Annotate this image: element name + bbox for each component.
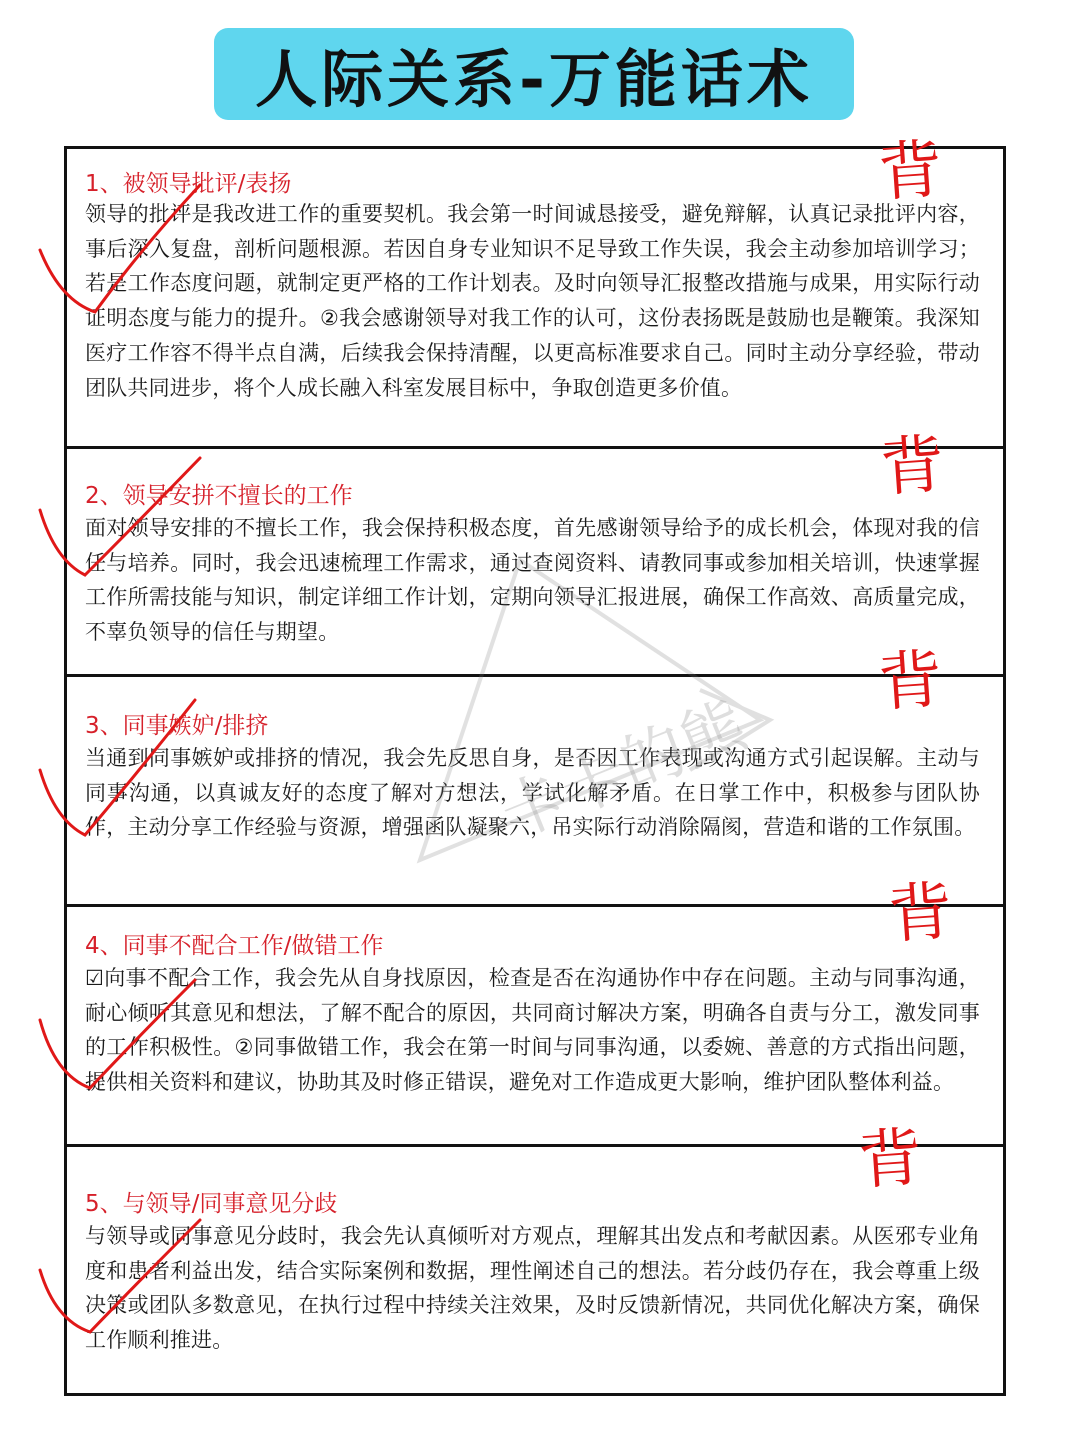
section-body: 领导的批评是我改进工作的重要契机。我会第一时间诚恳接受，避免辩解，认真记录批评内容，事后深入复盘，剖析问题根源。若因自身专业知识不足导致工作失误，我会主动参加培训学习；若是工作态度问题，就制定更严格的工作计划表。及时向领导汇报整改措施与成果，用实际行动证明态度与能力的提升。②我会感谢领导对我工作的认可，这份表扬既是鼓励也是鞭策。我深知医疗工作容不得半点自满，后续我会保持清醒，以更高标准要求自己。同时主动分享经验，带动团队共同进步，将个人成长融入科室发展目标中，争取创造更多价值。	[85, 202, 980, 400]
handwritten-mark: 背	[855, 1120, 925, 1200]
content-panel	[64, 146, 1006, 1396]
section-2	[67, 449, 1003, 677]
section-3	[67, 677, 1003, 907]
section-title: 5、与领导/同事意见分歧	[85, 1191, 338, 1217]
section-title: 2、领导安拼不擅长的工作	[85, 483, 353, 509]
handwritten-mark: 背	[885, 874, 955, 954]
section-title: 4、同事不配合工作/做错工作	[85, 933, 384, 959]
section-body: 与领导或同事意见分歧时，我会先认真倾听对方观点，理解其出发点和考献因素。从医邪专业角度和患者利益出发，结合实际案例和数据，理性阐述自己的想法。若分歧仍存在，我会尊重上级决策或团队多数意见，在执行过程中持续关注效果，及时反馈新情况，共同优化解决方案，确保工作顺利推进。	[85, 1224, 980, 1353]
section-title: 1、被领导批评/表扬	[85, 171, 292, 197]
page-title: 人际关系-万能话术	[255, 42, 813, 116]
section-1	[67, 149, 1003, 449]
handwritten-mark: 背	[875, 642, 945, 722]
page-title-badge	[214, 28, 854, 120]
handwritten-mark: 背	[877, 427, 947, 507]
watermark-text: 卡卡的熊	[491, 688, 757, 854]
section-body: 当通到同事嫉妒或排挤的情况，我会先反思自身，是否因工作表现或沟通方式引起误解。主动与同事沟通，以真诚友好的态度了解对方想法，学试化解矛盾。在日掌工作中，积极参与团队协作，主动分享工作经验与资源，增强函队凝聚六，吊实际行动消除隔阂，营造和谐的工作氛围。	[85, 746, 980, 840]
section-title: 3、同事嫉妒/排挤	[85, 713, 269, 739]
section-body: ☑向事不配合工作，我会先从自身找原因，检查是否在沟通协作中存在问题。主动与同事沟通，耐心倾听其意见和想法，了解不配合的原因，共同商讨解决方案，明确各自责与分工，激发同事的工作积极性。②同事做错工作，我会在第一时间与同事沟通，以委婉、善意的方式指出问题，提供相关资料和建议，协助其及时修正错误，避免对工作造成更大影响，维护团队整体利益。	[85, 966, 980, 1095]
handwritten-mark: 背	[875, 132, 945, 212]
section-body: 面对领导安排的不擅长工作，我会保持积极态度，首先感谢领导给予的成长机会，体现对我的信任与培养。同时，我会迅速梳理工作需求，通过查阅资料、请教同事或参加相关培训，快速掌握工作所需技能与知识，制定详细工作计划，定期向领导汇报进展，确保工作高效、高质量完成，不辜负领导的信任与期望。	[85, 516, 980, 645]
